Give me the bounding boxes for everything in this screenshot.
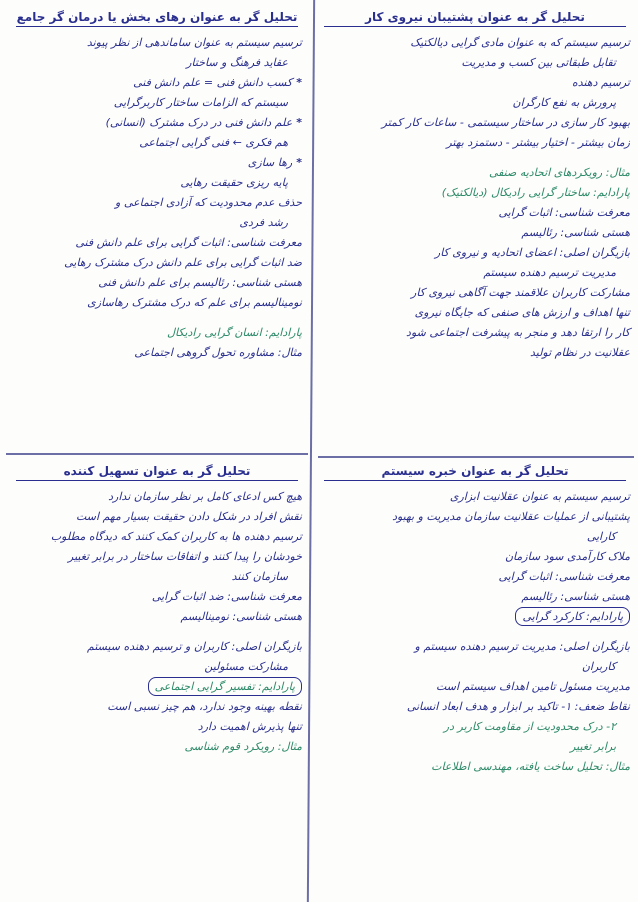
note-line: تنها اهداف و ارزش های صنفی که جایگاه نیروی <box>414 306 630 319</box>
note-line: پشتیبانی از عملیات عقلانیت سازمان مدیریت و بهبود <box>392 510 630 523</box>
note-line: بهبود کار سازی در ساختار سیستمی - ساعات کار کمتر <box>381 116 630 129</box>
horizontal-divider-left <box>6 453 308 455</box>
note-line: عقاید فرهنگ و ساختار <box>186 56 288 69</box>
horizontal-divider-right <box>318 456 634 458</box>
note-line: ۲- درک محدودیت از مقاومت کاربر در <box>443 720 616 733</box>
quadrant-emancipator <box>8 6 306 448</box>
quadrant-title: تحلیل گر به عنوان پشتیبان نیروی کار <box>324 10 626 27</box>
note-line: ضد اثبات گرایی برای علم دانش درک مشترک رهایی <box>64 256 302 269</box>
note-line: ترسیم سیستم به عنوان ساماندهی از نظر پیوند <box>86 36 302 49</box>
note-line: تنها پذیرش اهمیت دارد <box>197 720 302 733</box>
note-line: بازیگران اصلی: مدیریت ترسیم دهنده سیستم و <box>414 640 630 653</box>
note-line: کارایی <box>586 530 616 543</box>
note-line: سیستم که الزامات ساختار کاربرگرایی <box>113 96 288 109</box>
note-line: مشارکت کاربران علاقمند جهت آگاهی نیروی کار <box>411 286 630 299</box>
note-line: مدیریت ترسیم دهنده سیستم <box>483 266 616 279</box>
example-line: مثال: رویکردهای اتحادیه صنفی <box>488 166 630 179</box>
example-line: مثال: مشاوره تحول گروهی اجتماعی <box>134 346 302 359</box>
paradigm-line: پارادایم: انسان گرایی رادیکال <box>166 326 302 339</box>
note-line: نقش افراد در شکل دادن حقیقت بسیار مهم است <box>76 510 302 523</box>
note-line: نقطه بهینه وجود ندارد، هم چیز نسبی است <box>107 700 302 713</box>
note-line: هستی شناسی: رئالیسم <box>521 590 630 603</box>
note-line: نومینالیسم برای علم که درک مشترک رهاسازی <box>87 296 302 309</box>
note-line: ترسیم سیستم که به عنوان مادی گرایی دیالکتیک <box>410 36 630 49</box>
note-line: زمان بیشتر - اختیار بیشتر - دستمزد بهتر <box>446 136 630 149</box>
paradigm-box: پارادایم: تفسیر گرایی اجتماعی <box>148 677 302 696</box>
note-line: هستی شناسی: رئالیسم برای علم دانش فنی <box>98 276 302 289</box>
note-line: ترسیم سیستم به عنوان عقلانیت ابزاری <box>449 490 630 503</box>
note-line: معرفت شناسی: اثبات گرایی <box>498 570 630 583</box>
note-line: پایه ریزی حقیقت رهایی <box>180 176 288 189</box>
note-line: بازیگران اصلی: کاربران و ترسیم دهنده سیستم <box>87 640 302 653</box>
note-line: ترسیم دهنده ها به کاربران کمک کنند که دیدگاه مطلوب <box>50 530 302 543</box>
note-line: خودشان را پیدا کنند و اتفاقات ساختار در برابر تغییر <box>68 550 302 563</box>
note-line: * رها سازی <box>8 153 306 173</box>
note-line: معرفت شناسی: اثبات گرایی <box>498 206 630 219</box>
note-line: هستی شناسی: نومینالیسم <box>180 610 302 623</box>
note-line: مدیریت مسئول تامین اهداف سیستم است <box>436 680 630 693</box>
note-line: ترسیم دهنده <box>571 76 630 89</box>
vertical-divider <box>307 0 315 902</box>
example-line: مثال: رویکرد قوم شناسی <box>184 740 302 753</box>
note-line: * علم دانش فنی در درک مشترک (انسانی) <box>8 113 306 133</box>
quadrant-title: تحلیل گر به عنوان خبره سیستم <box>324 464 626 481</box>
note-line: نقاط ضعف: ۱- تاکید بر ابزار و هدف ابعاد انسانی <box>406 700 630 713</box>
note-line: کاربران <box>581 660 616 673</box>
note-line: کار را ارتقا دهد و منجر به پیشرفت اجتماعی شود <box>406 326 630 339</box>
note-line: رشد فردی <box>239 216 288 229</box>
note-line: سازمان کنند <box>231 570 288 583</box>
note-line: تقابل طبقاتی بین کسب و مدیریت <box>461 56 616 69</box>
paradigm-line: پارادایم: ساختار گرایی رادیکال (دیالکتیک) <box>441 186 630 199</box>
note-line: * کسب دانش فنی = علم دانش فنی <box>8 73 306 93</box>
paradigm-box: پارادایم: کارکرد گرایی <box>515 607 630 626</box>
note-line: پرورش به نفع کارگران <box>512 96 616 109</box>
note-line: معرفت شناسی: ضد اثبات گرایی <box>151 590 302 603</box>
note-line: هیچ کس ادعای کامل بر نظر سازمان ندارد <box>108 490 302 503</box>
quadrant-title: تحلیل گر به عنوان تسهیل کننده <box>16 464 298 481</box>
note-line: هم فکری ← فنی گرایی اجتماعی <box>139 136 288 149</box>
quadrant-labor-partisan <box>316 6 634 448</box>
quadrant-system-expert <box>316 460 634 898</box>
note-line: حذف عدم محدودیت که آزادی اجتماعی و <box>115 196 302 209</box>
quadrant-title: تحلیل گر به عنوان رهای بخش یا درمان گر جامع <box>16 10 298 27</box>
quadrant-facilitator <box>8 460 306 898</box>
note-line: برابر تغییر <box>570 740 616 753</box>
example-line: مثال: تحلیل ساخت یافته، مهندسی اطلاعات <box>431 760 630 773</box>
note-line: مشارکت مسئولین <box>204 660 288 673</box>
note-line: ملاک کارآمدی سود سازمان <box>504 550 630 563</box>
note-line: معرفت شناسی: اثبات گرایی برای علم دانش فنی <box>75 236 302 249</box>
note-line: عقلانیت در نظام تولید <box>529 346 630 359</box>
note-line: هستی شناسی: رئالیسم <box>521 226 630 239</box>
note-line: بازیگران اصلی: اعضای اتحادیه و نیروی کار <box>434 246 630 259</box>
